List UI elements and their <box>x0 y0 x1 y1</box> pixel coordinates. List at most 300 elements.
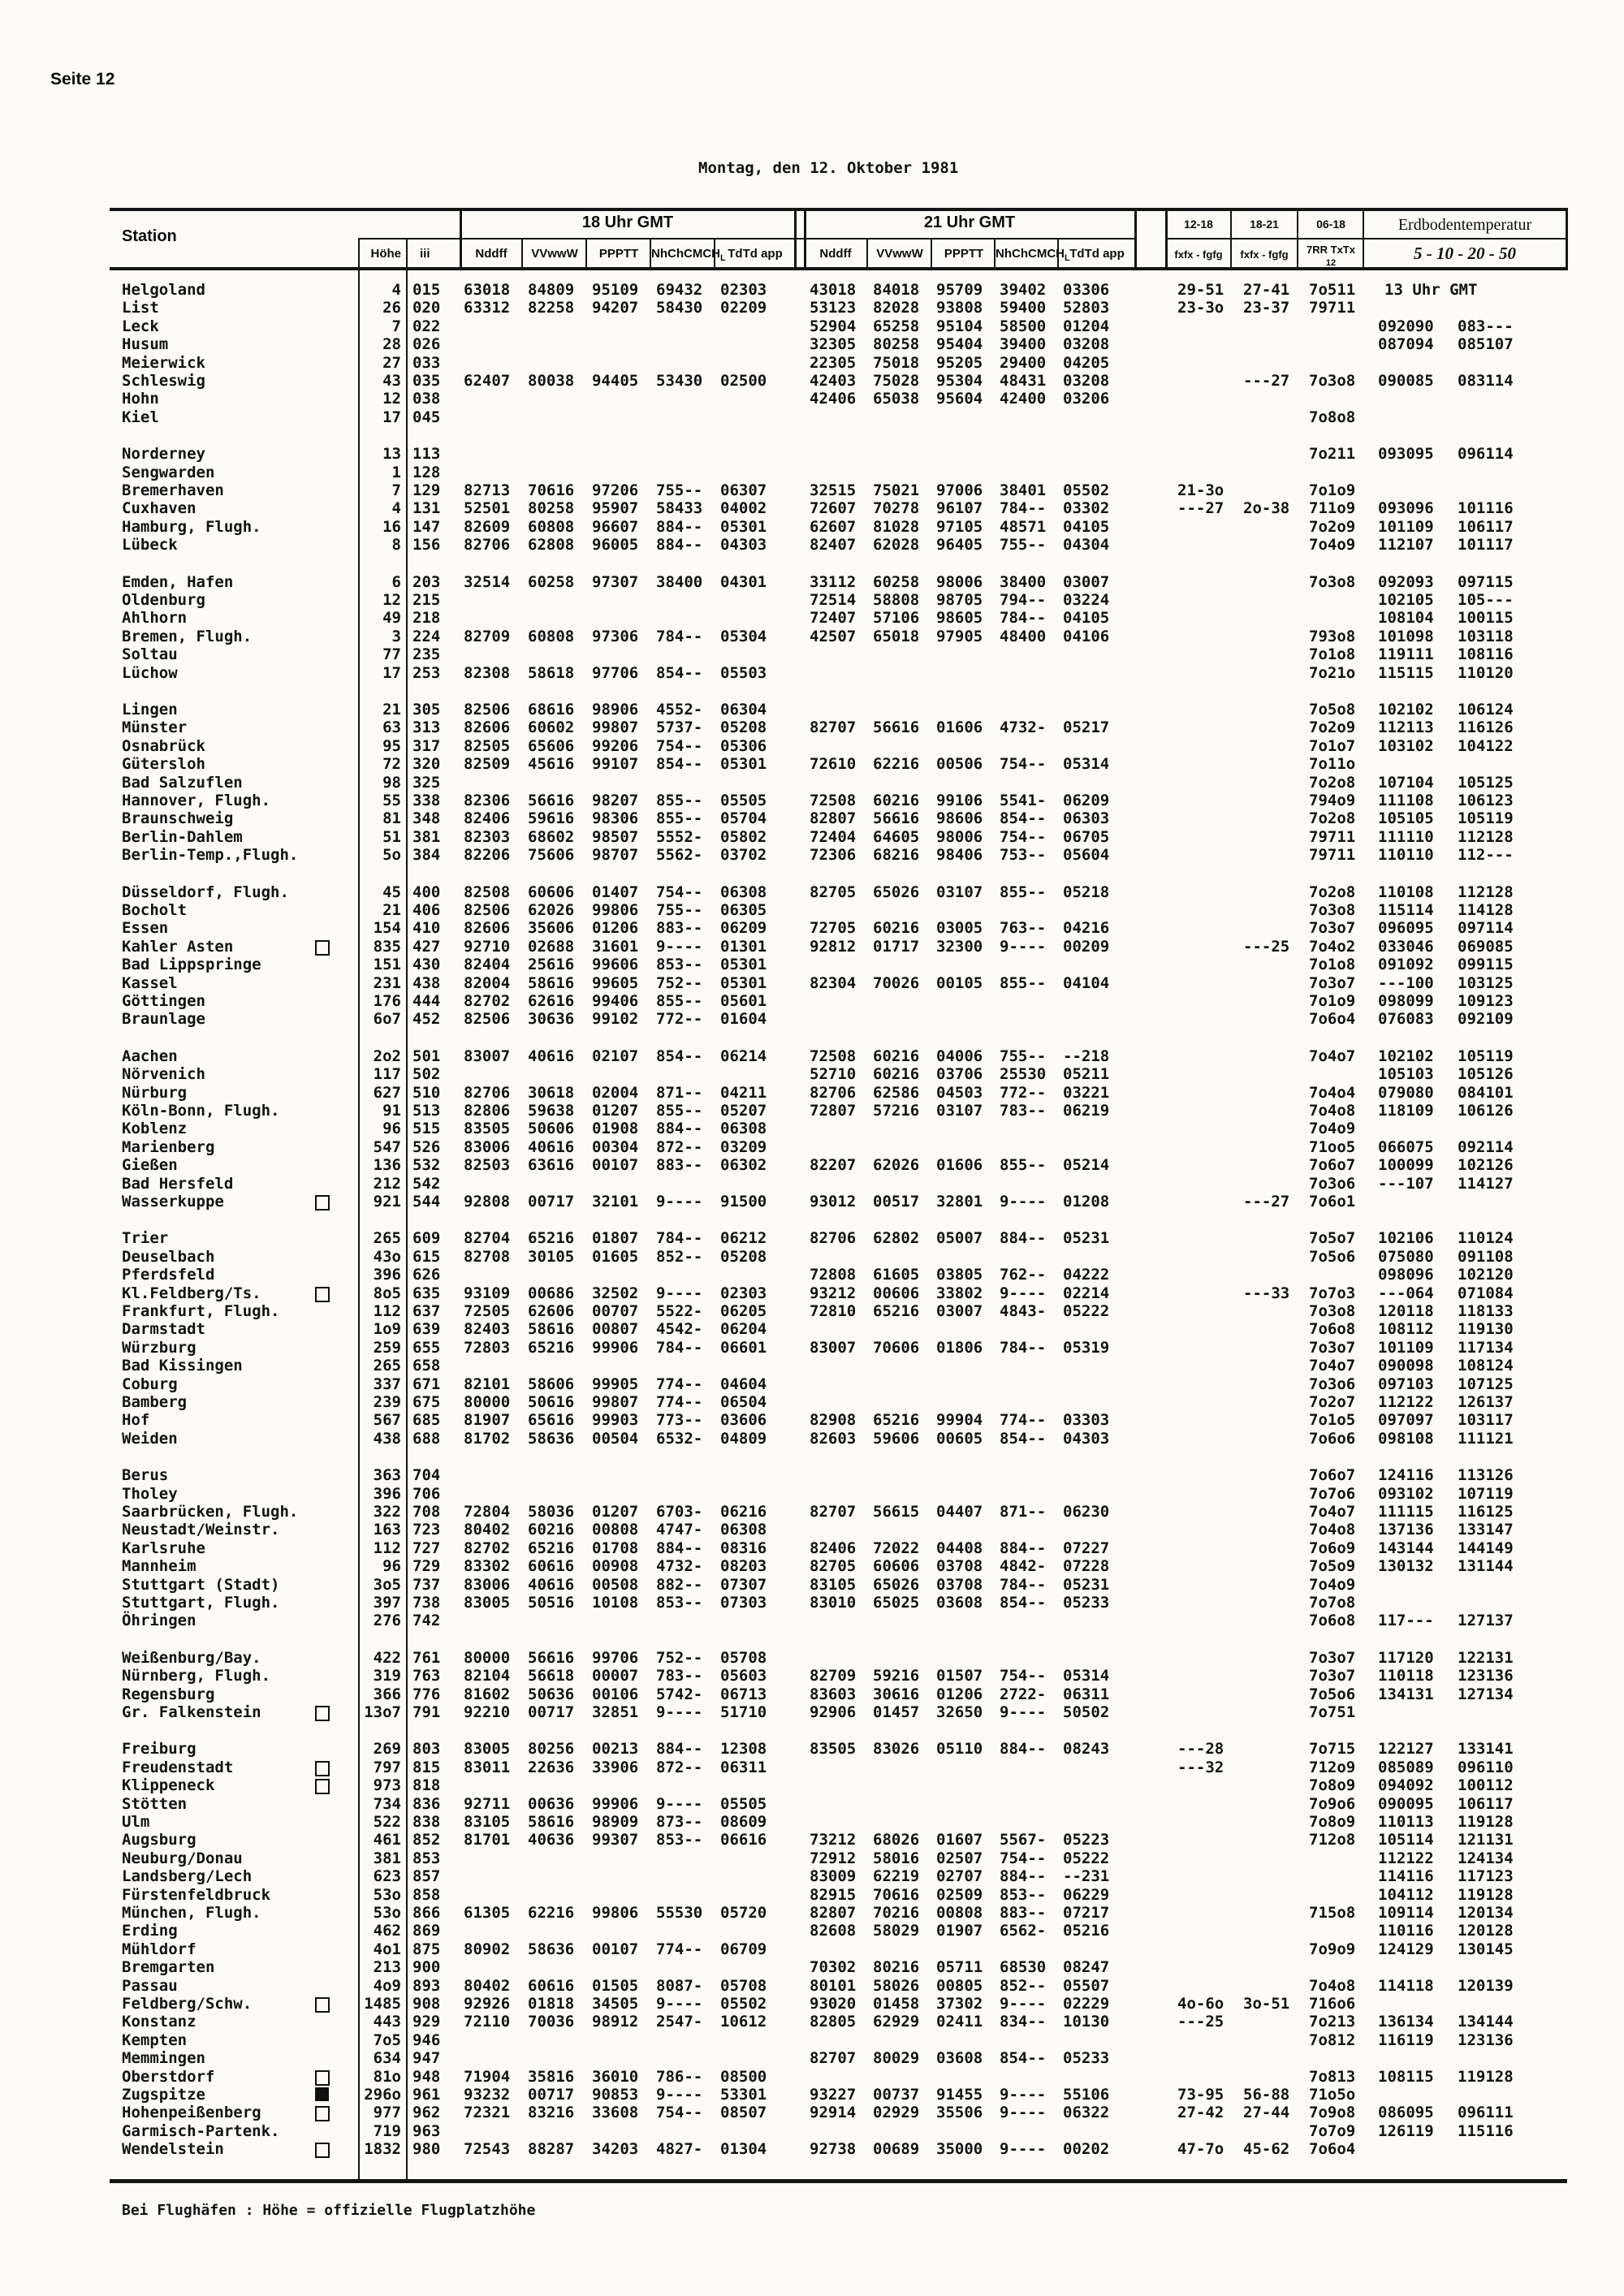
obs-21gmt-group-4: 854-- <box>1000 1594 1047 1612</box>
station-height: 96 <box>382 1120 401 1138</box>
table-row <box>0 2031 1624 2049</box>
obs-21gmt-group-1: 72508 <box>810 792 857 809</box>
obs-18gmt-group-5: 08609 <box>720 1813 767 1831</box>
soil-temp-group-1: 110116 <box>1378 1922 1434 1940</box>
table-row <box>0 1776 1624 1794</box>
obs-18gmt-group-3: 96607 <box>592 517 639 536</box>
obs-21gmt-group-4: 784-- <box>1000 609 1047 628</box>
obs-18gmt-group-5: 02303 <box>720 281 767 299</box>
soil-temp-group-1: 126119 <box>1378 2121 1434 2140</box>
obs-21gmt-group-4: 754-- <box>1000 755 1047 774</box>
table-row <box>0 1102 1624 1120</box>
obs-18gmt-group-5: 06307 <box>720 481 767 499</box>
soil-temp-group-1: 112113 <box>1378 719 1434 737</box>
station-height: 7 <box>391 317 401 335</box>
soil-temp-group-2: 127134 <box>1458 1685 1514 1703</box>
station-name: Kahler Asten <box>122 937 234 956</box>
obs-21gmt-group-5: 10130 <box>1063 2013 1110 2031</box>
soil-temp-group-2: 097114 <box>1458 919 1514 938</box>
soil-temp-group-2: 117123 <box>1458 1867 1514 1886</box>
obs-18gmt-group-4: 2547- <box>656 2013 703 2031</box>
obs-18gmt-group-3: 00808 <box>592 1521 639 1539</box>
obs-18gmt-group-5: 04809 <box>720 1429 767 1448</box>
obs-21gmt-group-2: 81028 <box>873 517 920 536</box>
station-height: 734 <box>373 1794 401 1813</box>
station-index-iii: 544 <box>412 1193 441 1211</box>
obs-18gmt-group-2: 83216 <box>528 2104 575 2122</box>
precip-06-18: 71o5o <box>1309 2086 1356 2104</box>
station-height: 112 <box>373 1302 401 1320</box>
soil-temp-group-2: 108116 <box>1458 645 1514 664</box>
obs-21gmt-group-1: 72912 <box>810 1849 857 1867</box>
station-name: Pferdsfeld <box>122 1266 215 1284</box>
obs-21gmt-group-3: 95304 <box>936 372 983 390</box>
station-name: Lübeck <box>122 536 178 555</box>
obs-21gmt-group-4: 4732- <box>1000 719 1047 737</box>
station-index-iii: 655 <box>412 1338 441 1357</box>
station-name: Bad Kissingen <box>122 1357 243 1375</box>
obs-18gmt-group-5: 06308 <box>720 883 767 901</box>
obs-18gmt-group-5: 05208 <box>720 1247 767 1266</box>
wind-18-21: ---25 <box>1243 937 1290 956</box>
obs-18gmt-group-2: 60606 <box>528 883 575 901</box>
station-height: 3o5 <box>373 1575 401 1594</box>
station-height: 43o <box>373 1247 401 1266</box>
obs-18gmt-group-4: 752-- <box>656 973 703 992</box>
obs-21gmt-group-2: 65258 <box>873 317 920 335</box>
soil-temp-group-2: 122131 <box>1458 1648 1514 1667</box>
soil-temp-group-2: 106124 <box>1458 701 1514 719</box>
precip-06-18: 7o6o7 <box>1309 1466 1356 1485</box>
obs-18gmt-group-4: 884-- <box>656 1539 703 1557</box>
obs-18gmt-group-3: 01407 <box>592 883 639 901</box>
obs-18gmt-group-5: 06311 <box>720 1758 767 1776</box>
obs-18gmt-group-2: 30636 <box>528 1010 575 1029</box>
obs-18gmt-group-1: 82702 <box>464 992 511 1010</box>
station-index-iii: 626 <box>412 1266 441 1284</box>
station-index-iii: 113 <box>412 445 441 464</box>
obs-21gmt-group-2: 80029 <box>873 2049 920 2068</box>
obs-18gmt-group-4: 5522- <box>656 1302 703 1320</box>
obs-21gmt-group-3: 97105 <box>936 517 983 536</box>
obs-18gmt-group-2: 35606 <box>528 919 575 938</box>
obs-21gmt-group-5: 05231 <box>1063 1575 1110 1594</box>
station-height: 17 <box>382 408 401 426</box>
precip-06-18: 7o4o8 <box>1309 1976 1356 1995</box>
obs-21gmt-group-4: 48400 <box>1000 627 1047 645</box>
obs-21gmt-group-4: 883-- <box>1000 1904 1047 1922</box>
obs-21gmt-group-2: 62929 <box>873 2013 920 2031</box>
station-height: 176 <box>373 992 401 1010</box>
table-row <box>0 2140 1624 2158</box>
obs-18gmt-group-1: 82706 <box>464 536 511 555</box>
wind-18-21: ---27 <box>1243 372 1290 390</box>
obs-18gmt-group-4: 754-- <box>656 736 703 755</box>
obs-18gmt-group-1: 80402 <box>464 1521 511 1539</box>
station-name: Wasserkuppe <box>122 1193 224 1211</box>
obs-18gmt-group-1: 92926 <box>464 1995 511 2013</box>
soil-temp-group-1: 111115 <box>1378 1503 1434 1521</box>
station-name: Bamberg <box>122 1393 188 1411</box>
wind-12-18: 23-3o <box>1177 299 1224 317</box>
obs-21gmt-group-2: 70606 <box>873 1338 920 1357</box>
obs-18gmt-group-4: 53430 <box>656 372 703 390</box>
soil-temp-group-2: 099115 <box>1458 956 1514 974</box>
obs-21gmt-group-3: 05110 <box>936 1740 983 1759</box>
precip-06-18: 7o6o4 <box>1309 2140 1356 2159</box>
soil-temp-group-1: 112122 <box>1378 1393 1434 1411</box>
obs-21gmt-group-3: 03805 <box>936 1266 983 1284</box>
station-name: Memmingen <box>122 2049 205 2068</box>
obs-21gmt-group-5: 50502 <box>1063 1703 1110 1721</box>
obs-21gmt-group-5: 06230 <box>1063 1503 1110 1521</box>
table-row <box>0 591 1624 609</box>
obs-21gmt-group-1: 82707 <box>810 1503 857 1521</box>
obs-18gmt-group-2: 60808 <box>528 627 575 645</box>
precip-06-18: 715o8 <box>1309 1904 1356 1922</box>
station-height: 7 <box>391 481 401 499</box>
station-index-iii: 532 <box>412 1156 441 1175</box>
table-row <box>0 956 1624 973</box>
obs-18gmt-group-5: 05301 <box>720 956 767 974</box>
station-height: 7o5 <box>373 2031 401 2049</box>
station-name: Meierwick <box>122 353 205 372</box>
station-index-iii: 900 <box>412 1958 441 1977</box>
obs-21gmt-group-3: 03107 <box>936 883 983 901</box>
soil-temp-group-1: 107104 <box>1378 773 1434 792</box>
obs-21gmt-group-5: 05217 <box>1063 719 1110 737</box>
station-index-iii: 313 <box>412 719 441 737</box>
soil-temp-group-1: 124129 <box>1378 1940 1434 1958</box>
obs-21gmt-group-5: 06322 <box>1063 2104 1110 2122</box>
obs-21gmt-group-4: 39402 <box>1000 281 1047 299</box>
precip-06-18: 7o6o6 <box>1309 1429 1356 1448</box>
station-name: Klippeneck <box>122 1776 215 1795</box>
obs-21gmt-group-4: 754-- <box>1000 827 1047 846</box>
station-index-iii: 858 <box>412 1885 441 1904</box>
station-index-iii: 410 <box>412 919 441 938</box>
obs-21gmt-group-4: 855-- <box>1000 1156 1047 1175</box>
obs-21gmt-group-5: 05223 <box>1063 1831 1110 1849</box>
precip-06-18: 7o5o8 <box>1309 701 1356 719</box>
station-height: 163 <box>373 1521 401 1539</box>
obs-18gmt-group-3: 33906 <box>592 1758 639 1776</box>
station-name: Zugspitze <box>122 2086 205 2104</box>
station-height: 4o9 <box>373 1976 401 1995</box>
table-row <box>0 992 1624 1010</box>
station-index-iii: 637 <box>412 1302 441 1320</box>
station-height: 296o <box>364 2086 401 2104</box>
precip-06-18: 7o3o7 <box>1309 973 1356 992</box>
obs-21gmt-group-4: 774-- <box>1000 1411 1047 1430</box>
obs-18gmt-group-3: 99605 <box>592 973 639 992</box>
obs-18gmt-group-5: 05503 <box>720 663 767 682</box>
soil-temp-group-1: 137136 <box>1378 1521 1434 1539</box>
soil-temp-group-2: 091108 <box>1458 1247 1514 1266</box>
station-height: 4 <box>391 281 401 299</box>
station-height: 81 <box>382 809 401 828</box>
precip-06-18: 7o9o9 <box>1309 1940 1356 1958</box>
obs-21gmt-group-5: 03302 <box>1063 499 1110 518</box>
obs-21gmt-group-2: 59216 <box>873 1667 920 1685</box>
obs-21gmt-group-1: 83010 <box>810 1594 857 1612</box>
obs-18gmt-group-5: 01604 <box>720 1010 767 1029</box>
obs-21gmt-group-2: 57216 <box>873 1102 920 1120</box>
obs-21gmt-group-5: 05211 <box>1063 1065 1110 1084</box>
soil-temp-group-1: 130132 <box>1378 1557 1434 1576</box>
soil-temp-group-1: 111108 <box>1378 792 1434 809</box>
obs-21gmt-group-2: 62802 <box>873 1229 920 1248</box>
obs-18gmt-group-2: 65216 <box>528 1338 575 1357</box>
obs-18gmt-group-2: 68602 <box>528 827 575 846</box>
obs-18gmt-group-3: 10108 <box>592 1594 639 1612</box>
obs-18gmt-group-1: 71904 <box>464 2067 511 2086</box>
station-name: Aachen <box>122 1047 178 1065</box>
obs-21gmt-group-2: 00737 <box>873 2086 920 2104</box>
soil-temp-group-1: 117--- <box>1378 1612 1434 1630</box>
obs-21gmt-group-4: 9---- <box>1000 1703 1047 1721</box>
obs-21gmt-group-2: 68216 <box>873 846 920 865</box>
obs-21gmt-group-3: 01606 <box>936 719 983 737</box>
obs-21gmt-group-3: 04503 <box>936 1083 983 1102</box>
station-index-iii: 853 <box>412 1849 441 1867</box>
obs-18gmt-group-1: 82506 <box>464 1010 511 1029</box>
obs-21gmt-group-2: 01458 <box>873 1995 920 2013</box>
obs-18gmt-group-2: 65216 <box>528 1539 575 1557</box>
station-index-iii: 857 <box>412 1867 441 1886</box>
obs-18gmt-group-3: 97206 <box>592 481 639 499</box>
obs-21gmt-group-2: 58026 <box>873 1976 920 1995</box>
station-index-iii: 131 <box>412 499 441 518</box>
obs-21gmt-group-2: 83026 <box>873 1740 920 1759</box>
station-marker-open-square <box>315 1779 330 1794</box>
precip-06-18: 7o2o9 <box>1309 517 1356 536</box>
obs-21gmt-group-5: --231 <box>1063 1867 1110 1886</box>
station-index-iii: 947 <box>412 2049 441 2068</box>
table-row <box>0 499 1624 517</box>
obs-21gmt-group-5: 07228 <box>1063 1557 1110 1576</box>
obs-21gmt-group-5: 05233 <box>1063 2049 1110 2068</box>
precip-06-18: 7o7o6 <box>1309 1484 1356 1503</box>
obs-21gmt-group-1: 82207 <box>810 1156 857 1175</box>
obs-18gmt-group-2: 00717 <box>528 2086 575 2104</box>
wind-12-18: 47-7o <box>1177 2140 1224 2159</box>
obs-18gmt-group-2: 75606 <box>528 846 575 865</box>
precip-06-18: 7o5o6 <box>1309 1685 1356 1703</box>
station-index-iii: 384 <box>412 846 441 865</box>
station-name: Gütersloh <box>122 755 205 774</box>
obs-21gmt-group-3: 97905 <box>936 627 983 645</box>
obs-18gmt-group-3: 00107 <box>592 1156 639 1175</box>
station-index-iii: 763 <box>412 1667 441 1685</box>
obs-18gmt-group-5: 03209 <box>720 1137 767 1156</box>
station-name: Norderney <box>122 445 205 464</box>
obs-18gmt-group-5: 04604 <box>720 1375 767 1393</box>
soil-temp-group-1: 101098 <box>1378 627 1434 645</box>
station-name: Garmisch-Partenk. <box>122 2121 280 2140</box>
obs-21gmt-group-2: 60606 <box>873 1557 920 1576</box>
obs-21gmt-group-1: 42403 <box>810 372 857 390</box>
obs-18gmt-group-3: 99903 <box>592 1411 639 1430</box>
obs-18gmt-group-1: 83005 <box>464 1740 511 1759</box>
soil-temp-group-1: 087094 <box>1378 335 1434 354</box>
station-name: Kempten <box>122 2031 188 2049</box>
obs-18gmt-group-2: 60216 <box>528 1521 575 1539</box>
station-index-iii: 020 <box>412 299 441 317</box>
obs-21gmt-group-4: 884-- <box>1000 1229 1047 1248</box>
obs-18gmt-group-4: 883-- <box>656 1156 703 1175</box>
station-height: 973 <box>373 1776 401 1795</box>
soil-temp-group-2: 121131 <box>1458 1831 1514 1849</box>
obs-18gmt-group-3: 99905 <box>592 1375 639 1393</box>
obs-18gmt-group-3: 00007 <box>592 1667 639 1685</box>
obs-18gmt-group-1: 81701 <box>464 1831 511 1849</box>
obs-21gmt-group-3: 02509 <box>936 1885 983 1904</box>
obs-18gmt-group-2: 30105 <box>528 1247 575 1266</box>
station-height: 26 <box>382 299 401 317</box>
station-index-iii: 510 <box>412 1083 441 1102</box>
obs-21gmt-group-1: 82304 <box>810 973 857 992</box>
obs-18gmt-group-2: 45616 <box>528 755 575 774</box>
obs-18gmt-group-5: 07303 <box>720 1594 767 1612</box>
obs-21gmt-group-1: 82807 <box>810 1904 857 1922</box>
table-row <box>0 1831 1624 1849</box>
obs-21gmt-group-2: 65216 <box>873 1302 920 1320</box>
obs-18gmt-group-5: 06304 <box>720 701 767 719</box>
station-index-iii: 129 <box>412 481 441 499</box>
soil-temp-group-1: 105105 <box>1378 809 1434 828</box>
table-row <box>0 645 1624 663</box>
soil-temp-group-2: 117134 <box>1458 1338 1514 1357</box>
soil-temp-group-2: 100115 <box>1458 609 1514 628</box>
obs-21gmt-group-3: 00105 <box>936 973 983 992</box>
soil-temp-group-1: 120118 <box>1378 1302 1434 1320</box>
subheader-fxfg-1821: fxfx - fgfg <box>1240 248 1289 261</box>
station-name: Kl.Feldberg/Ts. <box>122 1284 261 1302</box>
obs-18gmt-group-1: 82303 <box>464 827 511 846</box>
table-row <box>0 1940 1624 1958</box>
obs-18gmt-group-2: 58636 <box>528 1940 575 1958</box>
station-index-iii: 438 <box>412 973 441 992</box>
soil-temp-group-1: 114116 <box>1378 1867 1434 1886</box>
table-row <box>0 573 1624 591</box>
table-row <box>0 1977 1624 1995</box>
obs-18gmt-group-3: 33608 <box>592 2104 639 2122</box>
station-index-iii: 224 <box>412 627 441 645</box>
station-height: 51 <box>382 827 401 846</box>
precip-06-18: 712o8 <box>1309 1831 1356 1849</box>
obs-21gmt-group-5: --218 <box>1063 1047 1110 1065</box>
soil-temp-group-1: 098099 <box>1378 992 1434 1010</box>
obs-21gmt-group-5: 05319 <box>1063 1338 1110 1357</box>
obs-21gmt-group-4: 25530 <box>1000 1065 1047 1084</box>
soil-temp-group-2: 103118 <box>1458 627 1514 645</box>
obs-18gmt-group-1: 92808 <box>464 1193 511 1211</box>
station-index-iii: 708 <box>412 1503 441 1521</box>
wind-18-21: 45-62 <box>1243 2140 1290 2159</box>
station-name: Hohenpeißenberg <box>122 2104 261 2122</box>
obs-21gmt-group-3: 32300 <box>936 937 983 956</box>
column-header-station: Station <box>122 227 177 245</box>
table-row <box>0 1266 1624 1284</box>
obs-18gmt-group-4: 872-- <box>656 1137 703 1156</box>
station-name: Kiel <box>122 408 159 426</box>
station-index-iii: 305 <box>412 701 441 719</box>
station-index-iii: 706 <box>412 1484 441 1503</box>
obs-18gmt-group-2: 80258 <box>528 499 575 518</box>
soil-temp-group-2: 112--- <box>1458 846 1514 865</box>
obs-21gmt-group-2: 62026 <box>873 1156 920 1175</box>
obs-21gmt-group-3: 01606 <box>936 1156 983 1175</box>
soil-temp-group-1: 114118 <box>1378 1976 1434 1995</box>
station-height: 363 <box>373 1466 401 1485</box>
obs-18gmt-group-1: 82706 <box>464 1083 511 1102</box>
obs-21gmt-group-4: 784-- <box>1000 1575 1047 1594</box>
station-name: Stuttgart (Stadt) <box>122 1575 280 1594</box>
station-index-iii: 852 <box>412 1831 441 1849</box>
obs-18gmt-group-3: 01207 <box>592 1102 639 1120</box>
obs-18gmt-group-2: 58616 <box>528 1813 575 1831</box>
obs-21gmt-group-2: 60216 <box>873 792 920 809</box>
station-index-iii: 026 <box>412 335 441 354</box>
obs-18gmt-group-1: 72543 <box>464 2140 511 2159</box>
table-row <box>0 1229 1624 1247</box>
obs-18gmt-group-3: 00107 <box>592 1940 639 1958</box>
station-height: 136 <box>373 1156 401 1175</box>
obs-18gmt-group-3: 98707 <box>592 846 639 865</box>
obs-21gmt-group-4: 754-- <box>1000 1667 1047 1685</box>
obs-18gmt-group-1: 62407 <box>464 372 511 390</box>
obs-21gmt-group-4: 834-- <box>1000 2013 1047 2031</box>
obs-21gmt-group-5: 07227 <box>1063 1539 1110 1557</box>
obs-18gmt-group-1: 82609 <box>464 517 511 536</box>
table-row <box>0 408 1624 426</box>
station-name: Berus <box>122 1466 169 1485</box>
obs-18gmt-group-3: 96005 <box>592 536 639 555</box>
obs-21gmt-group-3: 03608 <box>936 2049 983 2068</box>
obs-18gmt-group-4: 854-- <box>656 1047 703 1065</box>
station-height: 719 <box>373 2121 401 2140</box>
obs-18gmt-group-4: 8087- <box>656 1976 703 1995</box>
obs-21gmt-group-2: 70616 <box>873 1885 920 1904</box>
station-height: 443 <box>373 2013 401 2031</box>
obs-18gmt-group-2: 59616 <box>528 809 575 828</box>
obs-21gmt-group-5: 08243 <box>1063 1740 1110 1759</box>
soil-temp-group-2: 096114 <box>1458 445 1514 464</box>
obs-21gmt-group-1: 43018 <box>810 281 857 299</box>
obs-18gmt-group-5: 51710 <box>720 1703 767 1721</box>
station-name: Sengwarden <box>122 463 215 481</box>
obs-21gmt-group-5: 05314 <box>1063 1667 1110 1685</box>
precip-06-18: 7o3o7 <box>1309 1667 1356 1685</box>
obs-18gmt-group-1: 82206 <box>464 846 511 865</box>
obs-18gmt-group-1: 82308 <box>464 663 511 682</box>
station-height: 8o5 <box>373 1284 401 1302</box>
soil-temp-group-1: 108112 <box>1378 1320 1434 1339</box>
obs-21gmt-group-4: 871-- <box>1000 1503 1047 1521</box>
soil-temp-group-2: 116125 <box>1458 1503 1514 1521</box>
soil-temp-group-1: 112107 <box>1378 536 1434 555</box>
obs-18gmt-group-1: 61305 <box>464 1904 511 1922</box>
obs-18gmt-group-2: 65606 <box>528 736 575 755</box>
obs-18gmt-group-4: 755-- <box>656 481 703 499</box>
soil-temp-group-1: 110108 <box>1378 883 1434 901</box>
obs-18gmt-group-1: 81702 <box>464 1429 511 1448</box>
precip-06-18: 7o11o <box>1309 755 1356 774</box>
obs-21gmt-group-1: 52904 <box>810 317 857 335</box>
station-height: 154 <box>373 919 401 938</box>
column-header-erdbodentemperatur: Erdbodentemperatur <box>1397 216 1532 234</box>
